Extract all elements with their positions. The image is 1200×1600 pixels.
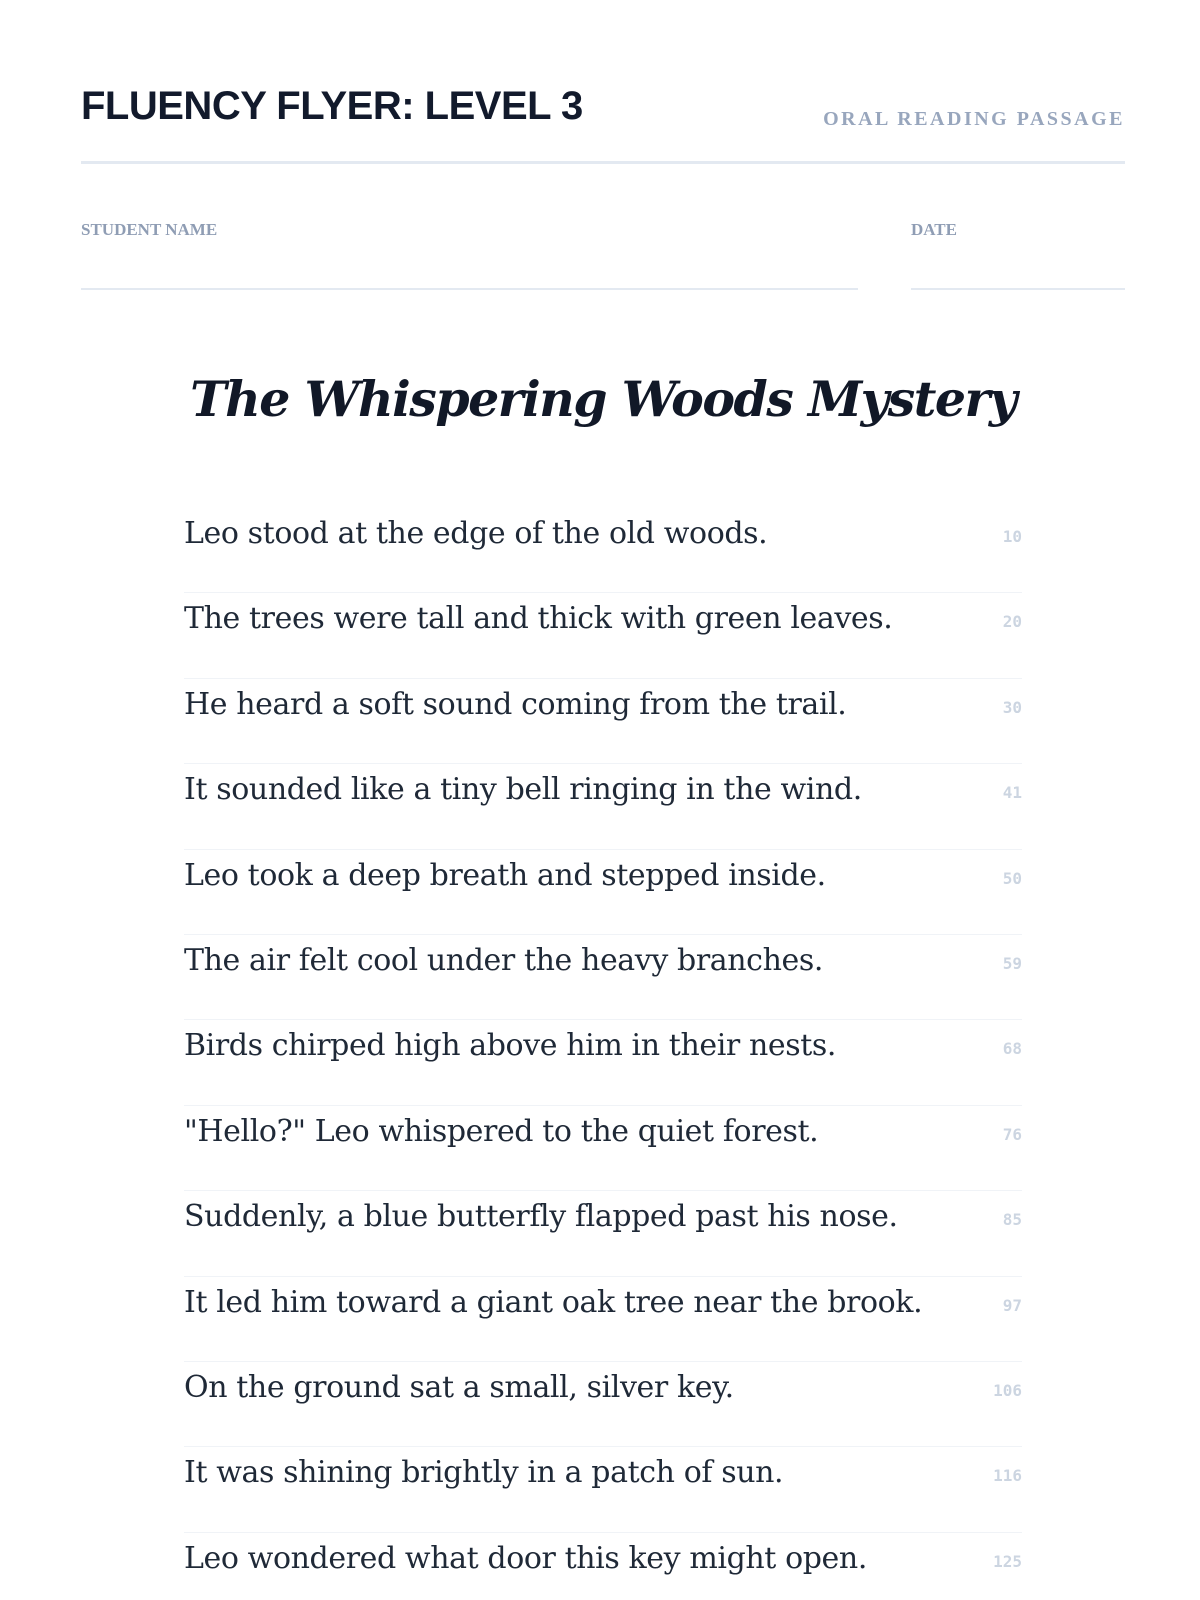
reading-passage-page [81, 0, 1125, 1600]
passage-line-text: "Hello?" Leo whispered to the quiet forest. [184, 1113, 819, 1149]
passage-line [184, 1277, 1022, 1362]
passage-line [184, 1447, 1022, 1532]
passage-line-text: The air felt cool under the heavy branches. [184, 942, 823, 978]
cumulative-word-count: 59 [1002, 953, 1022, 973]
passage-line-text: Leo took a deep breath and stepped inside. [184, 857, 826, 893]
passage-line-text: Leo stood at the edge of the old woods. [184, 516, 768, 551]
passage-line-text: Suddenly, a blue butterfly flapped past his nose. [184, 1199, 898, 1235]
passage-line-text: It sounded like a tiny bell ringing in the wind. [184, 772, 862, 808]
passage-line [184, 1533, 1022, 1600]
passage-line [184, 593, 1022, 678]
passage-line-text: The trees were tall and thick with green leaves. [184, 601, 893, 637]
passage-lines [184, 508, 1022, 1600]
passage-line [184, 1191, 1022, 1276]
passage-line [184, 1106, 1022, 1191]
page-header [81, 84, 1125, 164]
story-title: The Whispering Woods Mystery [190, 370, 1016, 428]
passage-line [184, 1020, 1022, 1105]
passage-line [184, 764, 1022, 849]
passage-line-text: On the ground sat a small, silver key. [184, 1369, 734, 1405]
cumulative-word-count: 30 [1002, 697, 1022, 717]
document-subtitle: ORAL READING PASSAGE [823, 108, 1125, 130]
cumulative-word-count: 85 [1002, 1210, 1022, 1230]
cumulative-word-count: 10 [1002, 527, 1022, 546]
date-field[interactable] [911, 220, 1125, 290]
cumulative-word-count: 97 [1002, 1295, 1022, 1315]
document-title: FLUENCY FLYER: LEVEL 3 [81, 84, 583, 128]
cumulative-word-count: 20 [1002, 612, 1022, 632]
cumulative-word-count: 106 [993, 1380, 1022, 1400]
passage-line [184, 508, 1022, 593]
passage-line [184, 679, 1022, 764]
cumulative-word-count: 50 [1002, 868, 1022, 888]
date-label: DATE [911, 220, 957, 239]
passage-line [184, 850, 1022, 935]
cumulative-word-count: 116 [993, 1466, 1022, 1486]
student-name-label: STUDENT NAME [81, 220, 218, 239]
passage-line-text: It led him toward a giant oak tree near the brook. [184, 1284, 923, 1320]
cumulative-word-count: 68 [1002, 1039, 1022, 1059]
passage-line-text: It was shining brightly in a patch of sun. [184, 1455, 784, 1491]
cumulative-word-count: 125 [993, 1551, 1022, 1571]
passage-line [184, 1362, 1022, 1447]
passage-line-text: Leo wondered what door this key might open. [184, 1540, 867, 1576]
cumulative-word-count: 76 [1002, 1124, 1022, 1144]
passage-line [184, 935, 1022, 1020]
passage-line-text: He heard a soft sound coming from the trail. [184, 686, 847, 722]
student-name-field[interactable] [81, 220, 858, 290]
passage-line-text: Birds chirped high above him in their nests. [184, 1028, 837, 1064]
cumulative-word-count: 41 [1002, 783, 1022, 803]
